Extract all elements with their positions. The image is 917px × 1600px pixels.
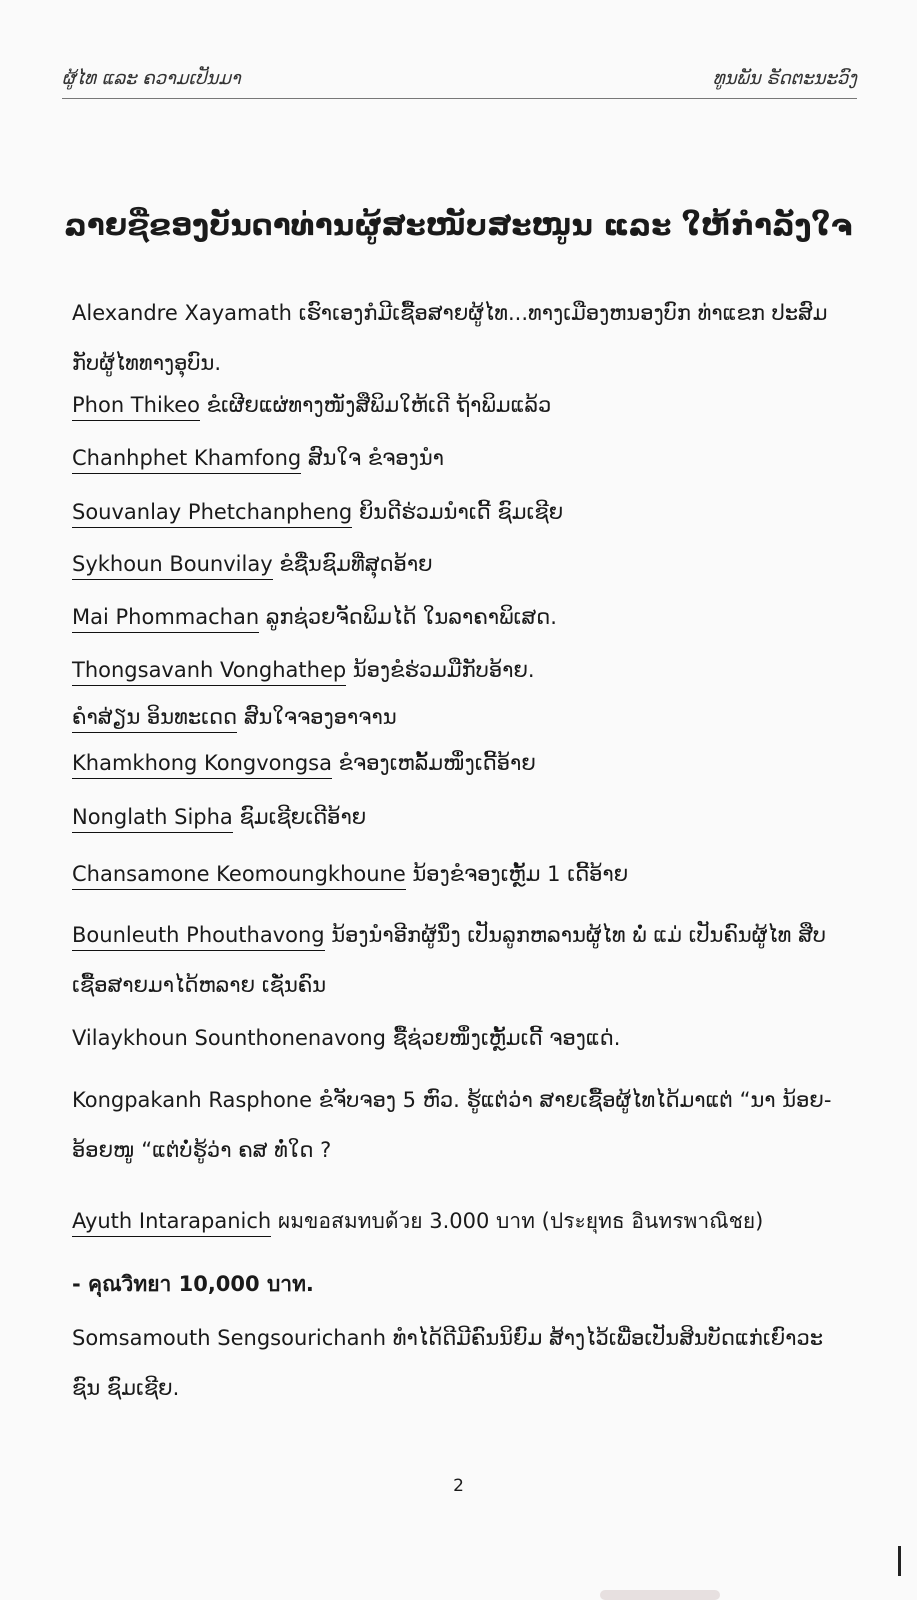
list-item bbox=[72, 910, 842, 1010]
supporter-name: Kongpakanh Rasphone bbox=[72, 1088, 313, 1112]
supporter-name: Khamkhong Kongvongsa bbox=[72, 751, 332, 779]
header-author: ທູນພັນ ຣັດຕະນະວົງ bbox=[712, 68, 857, 89]
supporter-comment: ນ້ອງຂໍຈອງເຫຼັ້ມ 1 ເດີ້ອ້າຍ bbox=[412, 862, 629, 886]
list-item bbox=[72, 658, 842, 682]
faint-stain bbox=[600, 1590, 720, 1600]
list-item bbox=[72, 705, 842, 729]
page-title: ລາຍຊື່ຂອງບັນດາທ່ານຜູ້ສະໜັບສະໜູນ ແລະ ໃຫ້ກຳລັງໃຈ bbox=[64, 208, 853, 242]
supporter-name: Nonglath Sipha bbox=[72, 805, 233, 833]
page-edge-mark bbox=[898, 1546, 901, 1576]
list-item bbox=[72, 1268, 842, 1301]
supporter-name: Phon Thikeo bbox=[72, 393, 200, 421]
supporter-name: Bounleuth Phouthavong bbox=[72, 923, 325, 951]
supporter-comment: ສົນໃຈຈອງອາຈານ bbox=[243, 705, 397, 729]
supporter-comment: ຊື້ຊ່ວຍໜຶ່ງເຫຼັ້ມເດີ້ ຈອງແດ່. bbox=[392, 1026, 621, 1050]
list-item bbox=[72, 1026, 842, 1050]
supporter-name: Mai Phommachan bbox=[72, 605, 259, 633]
supporter-name: Vilaykhoun Sounthonenavong bbox=[72, 1026, 386, 1050]
supporter-comment: ລູກຊ່ວຍຈັດພິມໄດ້ ໃນລາຄາພິເສດ. bbox=[265, 605, 557, 629]
list-item bbox=[72, 552, 842, 576]
supporter-name: Ayuth Intarapanich bbox=[72, 1209, 271, 1237]
supporter-comment: ເຮົາເອງກໍມີເຊື້ອສາຍຜູ້ໄທ...ທາງເມືອງຫນອງບົກ ທ່າແຂກ ປະສົມກັບຜູ້ໄທທາງອຸບົນ. bbox=[72, 301, 828, 375]
supporter-comment: ຂໍຈັບຈອງ 5 ຫົວ. ຮູ້ແຕ່ວ່າ ສາຍເຊື້ອຜູ້ໄທໄດ້ມາແຕ່ “ນາ ນ້ອຍ-ອ້ອຍໜູ “ແຕ່ບໍ່ຮູ້ວ່າ ຄສ ທໍ່ໃດ ? bbox=[72, 1088, 832, 1162]
header-book-title: ຜູ້ໄທ ແລະ ຄວາມເປັນມາ bbox=[62, 68, 241, 89]
supporter-comment: ນ້ອງນຳອີກຜູ້ນຶ່ງ ເປັນລູກຫລານຜູ້ໄທ ພໍ່ ແມ່ ເປັນຄົນຜູ້ໄທ ສືບເຊື້ອສາຍມາໄດ້ຫລາຍ ເຊັ່ນຄົນ bbox=[72, 923, 827, 997]
list-item bbox=[72, 1075, 842, 1175]
list-item bbox=[72, 605, 842, 629]
list-item bbox=[72, 500, 842, 524]
supporter-comment: ທຳໄດ້ດີມີຄົນນິຍົມ ສ້າງໄວ້ເພື່ອເປັນສິນບັດແກ່ເຍົາວະ ຊົນ ຊົມເຊີຍ. bbox=[72, 1326, 824, 1400]
supporter-comment: ຂໍຊື່ນຊົມທີ່ສຸດອ້າຍ bbox=[279, 552, 433, 576]
supporter-name: ຄຳສ່ຽນ ອິນທະເດດ bbox=[72, 705, 237, 733]
supporter-comment: - คุณวิทยา 10,000 บาท. bbox=[72, 1272, 314, 1296]
supporter-name: Thongsavanh Vonghathep bbox=[72, 658, 346, 686]
supporter-comment: ຂໍເຜີຍແຜ່ທາງໜັງສືພິມໃຫ້ເດີ ຖ້າພິມແລ້ວ bbox=[206, 393, 552, 417]
supporter-name: Somsamouth Sengsourichanh bbox=[72, 1326, 387, 1350]
list-item bbox=[72, 393, 842, 417]
list-item bbox=[72, 1313, 842, 1413]
supporter-name: Sykhoun Bounvilay bbox=[72, 552, 273, 580]
list-item bbox=[72, 1205, 842, 1238]
supporter-comment: ຂໍຈອງເຫລັ້ມໜຶ່ງເດີ້ອ້າຍ bbox=[338, 751, 536, 775]
list-item bbox=[72, 751, 842, 775]
supporter-comment: ນ້ອງຂໍຮ່ວມມືກັບອ້າຍ. bbox=[352, 658, 535, 682]
supporter-comment: ສົນໃຈ ຂໍຈອງນຳ bbox=[307, 446, 444, 470]
supporter-name: Chansamone Keomoungkhoune bbox=[72, 862, 406, 890]
supporter-comment: ผมขอสมทบด้วย 3.000 บาท (ประยุทธ อินทรพาณิชย) bbox=[277, 1209, 764, 1233]
supporter-name: Chanhphet Khamfong bbox=[72, 446, 301, 474]
list-item bbox=[72, 862, 842, 886]
running-header bbox=[62, 58, 857, 99]
supporter-comment: ຊົມເຊີຍເດີອ້າຍ bbox=[239, 805, 367, 829]
list-item bbox=[72, 446, 842, 470]
page-number: 2 bbox=[453, 1476, 464, 1496]
list-item bbox=[72, 805, 842, 829]
supporter-comment: ຍິນດີຮ່ວມນຳເດີ້ ຊົມເຊີຍ bbox=[358, 500, 564, 524]
supporter-name: Alexandre Xayamath bbox=[72, 301, 292, 325]
supporter-name: Souvanlay Phetchanpheng bbox=[72, 500, 352, 528]
list-item bbox=[72, 288, 842, 388]
